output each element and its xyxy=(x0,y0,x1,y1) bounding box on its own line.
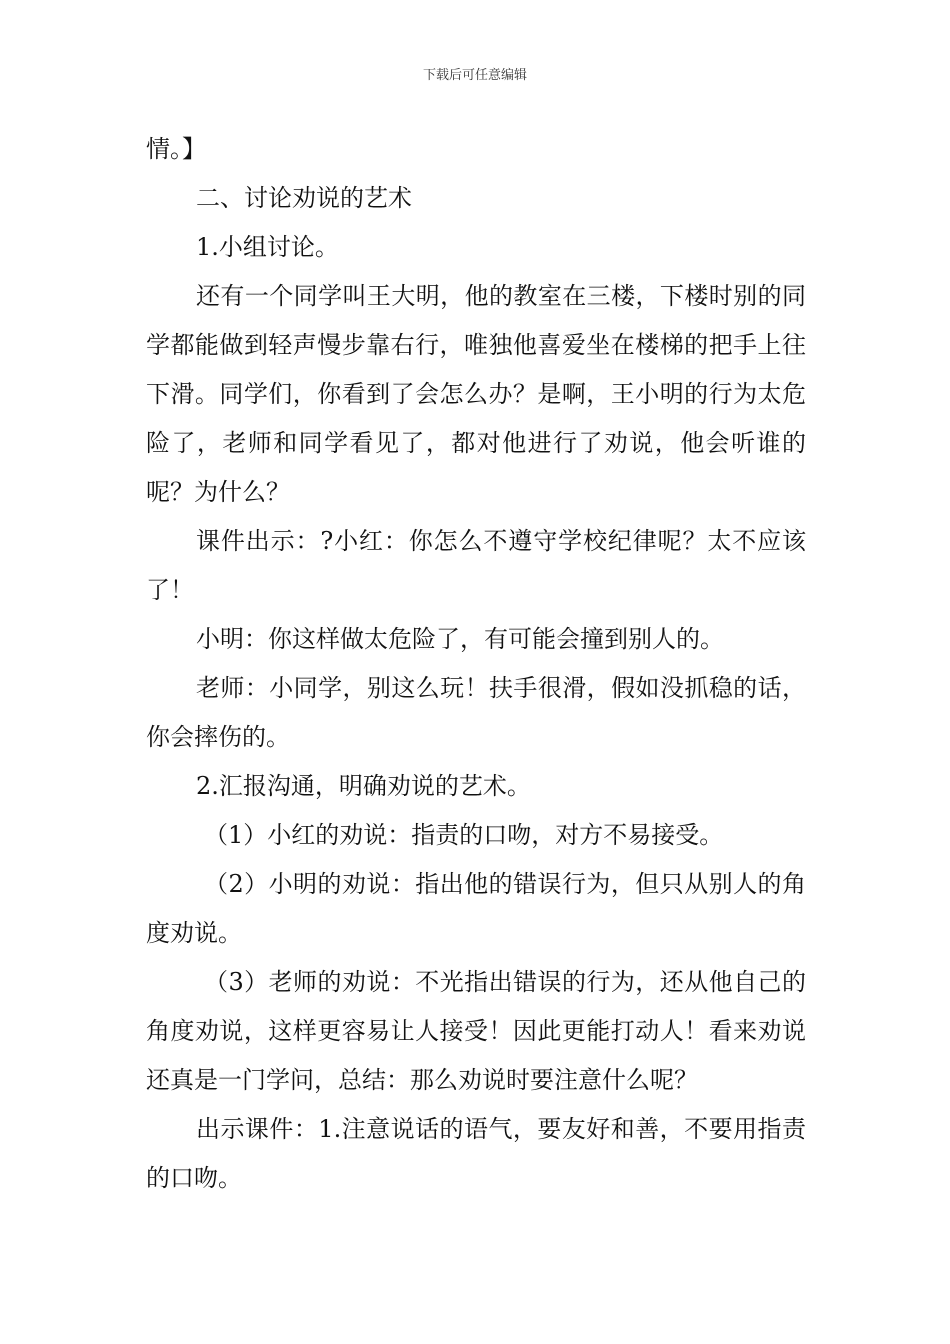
page-header: 下载后可任意编辑 xyxy=(422,68,527,83)
courseware-paragraph: 课件出示：?小红：你怎么不遵守学校纪律呢？太不应该了！ xyxy=(146,527,806,604)
courseware-paragraph: 出示课件：1.注意说话的语气，要友好和善，不要用指责的口吻。 xyxy=(146,1115,806,1192)
paragraph-continuation: 情。】 xyxy=(146,135,206,163)
section-heading: 二、讨论劝说的艺术 xyxy=(196,184,412,212)
document-body xyxy=(146,125,806,1203)
step-heading: 1.小组讨论。 xyxy=(196,233,339,261)
dialogue-xiaoming: 小明：你这样做太危险了，有可能会撞到别人的。 xyxy=(196,625,724,653)
list-item: （2）小明的劝说：指出他的错误行为，但只从别人的角度劝说。 xyxy=(146,870,806,947)
scenario-paragraph: 还有一个同学叫王大明，他的教室在三楼，下楼时别的同学都能做到轻声慢步靠右行，唯独他喜爱坐在楼梯的把手上往下滑。同学们，你看到了会怎么办？是啊，王小明的行为太危险了，老师和同学看见了，都对他进行了劝说，他会听谁的呢？为什么？ xyxy=(146,282,806,506)
list-item: （3）老师的劝说：不光指出错误的行为，还从他自己的角度劝说，这样更容易让人接受！因此更能打动人！看来劝说还真是一门学问，总结：那么劝说时要注意什么呢？ xyxy=(146,968,806,1094)
list-item: （1）小红的劝说：指责的口吻，对方不易接受。 xyxy=(204,821,724,849)
step-heading: 2.汇报沟通，明确劝说的艺术。 xyxy=(196,772,531,800)
dialogue-teacher: 老师：小同学，别这么玩！扶手很滑，假如没抓稳的话，你会摔伤的。 xyxy=(146,674,806,751)
